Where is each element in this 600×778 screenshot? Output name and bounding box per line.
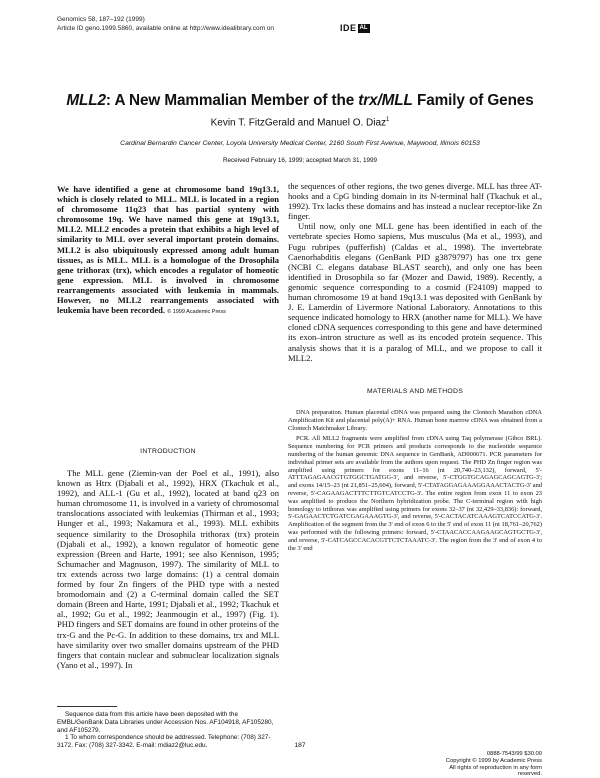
- methods-heading: MATERIALS AND METHODS: [366, 388, 464, 395]
- journal-header: [57, 15, 274, 33]
- copyright-rights: All rights of reproduction in any form reserved.: [449, 764, 542, 778]
- authors: [0, 117, 600, 128]
- author-footnote-mark: 1: [386, 117, 390, 123]
- intro-paragraph: The MLL gene (Ziemin-van der Poel et al., 1991), also known as Htrx (Djabali et al., 1992), HRX (Tkachuk et al., 1992), and ALL-1 (Gu et al., 1992), located at band q23 on human chromosome 11, is involved in a variety of chromosomal translocations associated with leukemias (Thirman et al., 1993; Hunger et al., 1993; Nakamura et al., 1993). MLL exhibits sequence similarity to the Drosophila trithorax (trx) protein (Djabali et al., 1992), a known regulator of homeotic gene expression (Breen and Harte, 1991; see also Kennison, 1995; Schumacher and Magnuson, 1997). The similarity of MLL to trx extends across two large domains: (1) a central domain formed by four Zn fingers of the PHD type with a nested bromodomain and (2) a C-terminal domain called the SET domain (Breen and Harte, 1991; Djabali et al., 1992; Tkachuk et al., 1992; Gu et al., 1992; Jeanmougin et al., 1997) (Fig. 1). PHD fingers and SET domains are found in other proteins of the trx-G and the Pc-G. In addition to these domains, trx and MLL have similarity over two smaller domains upstream of the PHD fingers that contain nuclear and subnuclear localization signals (Yano et al., 1997). In: [57, 468, 279, 670]
- right-column-text: [288, 181, 542, 363]
- abstract: [57, 184, 279, 317]
- ideal-logo[interactable]: [340, 23, 372, 33]
- copyright-block: [430, 751, 542, 778]
- right-paragraph-2: Until now, only one MLL gene has been identified in each of the vertebrate species Homo sapiens, Mus musculus (Ma et al., 1993), and Fugu rubripes (pufferfish) (Caldas et al., 1998). The invertebrate Caenorhabditis elegans (GenBank PID g3879797) has one trx gene (NCBI C. elegans database BLAST search), and only one has been identified in Drosophila so far (Mozer and Dawid, 1989). Recently, a genomic sequence corresponding to a cosmid (F24109) mapped to human chromosome 19 at band 19q13.1 was deposited with GenBank by J. E. Lamerdin of Livermore National Laboratory. Annotations to this sequence indicated homology to HRX (another name for MLL). We have cloned cDNA sequences corresponding to this gene and have determined its exon–intron structure as well as its encoded protein sequence. This analysis shows that it is a paralog of MLL, and we propose to call it MLL2.: [288, 221, 542, 363]
- article-title: [0, 92, 600, 110]
- abstract-copyright: © 1999 Academic Press: [167, 309, 226, 316]
- title-middle: : A New Mammalian Member of the: [105, 92, 359, 109]
- received-dates: Received February 16, 1999; accepted March 31, 1999: [222, 157, 378, 164]
- copyright-price: 0888-7543/99 $30.00: [486, 751, 542, 757]
- introduction-text: [57, 468, 279, 670]
- introduction-heading: INTRODUCTION: [140, 448, 196, 455]
- logo-word: IDE: [340, 23, 357, 33]
- affiliation: Cardinal Bernardin Cancer Center, Loyola University Medical Center, 2160 South First Avenue, Maywood, Illinois 60153: [120, 140, 480, 147]
- footnote-correspondence: 1 To whom correspondence should be addressed. Telephone: (708) 327-3172. Fax: (708) 327-3342. E-mail: mdiaz2@luc.edu.: [57, 734, 271, 750]
- footnote-rule: [57, 706, 117, 707]
- right-paragraph-1: the sequences of other regions, the two genes diverge. MLL has three AT-hooks and a CpG binding domain in its N-terminal half (Tkachuk et al., 1992). Trx lacks these domains and has instead a nuclear receptor-like Zn finger.: [288, 181, 542, 222]
- page-number: 187: [294, 742, 306, 749]
- methods-text: [288, 409, 542, 555]
- author-names: Kevin T. FitzGerald and Manuel O. Diaz: [210, 117, 387, 129]
- journal-citation: Genomics 58, 187–192 (1999): [57, 16, 145, 23]
- logo-box: AL: [359, 24, 368, 31]
- title-family: trx/MLL: [358, 92, 413, 109]
- methods-dna-preparation: DNA preparation. Human placental cDNA was prepared using the Clontech Marathon cDNA Amplification Kit and placental poly(A)+ RNA. Human bone marrow cDNA was obtained from a Clontech Matchmaker Library.: [288, 409, 542, 432]
- abstract-text: We have identified a gene at chromosome band 19q13.1, which is closely related to MLL. MLL is located in a region of chromosome 11q23 that has partial synteny with chromosome 19q. We have named this gene at 19q13.1, MLL2. MLL2 encodes a protein that exhibits a high level of similarity to MLL over several important protein domains. MLL2 is also ubiquitously expressed among adult human tissues, as is MLL. MLL is a homologue of the Drosophila gene trithorax (trx), which encodes a regulator of homeotic gene expression. MLL is involved in chromosome rearrangements associated with leukemia in mammals. However, no MLL2 rearrangements associated with leukemia have been recorded.: [57, 184, 279, 316]
- title-end: Family of Genes: [412, 92, 534, 109]
- footnote-accession: Sequence data from this article have been deposited with the EMBL/GenBank Data Libraries under Accession Nos. AF104918, AF105280, and AF105279.: [57, 711, 274, 734]
- article-id[interactable]: Article ID geno.1999.5860, available online at http://www.idealibrary.com on: [57, 25, 275, 32]
- copyright-notice: Copyright © 1999 by Academic Press: [445, 757, 542, 764]
- methods-pcr: PCR. All MLL2 fragments were amplified from cDNA using Taq polymerase (Gibco BRL). Sequence numbering for PCR primers and products corresponds to the nucleotide sequence numbering of the human genomic DNA sequence in GenBank, AD000671. PCR parameters for individual primer sets are available from the authors upon request. The PHD Zn finger region was amplified using primers for exons 11–16 (nt 20,740–23,132), forward, 5'-ATTTAGAGAACGTGTGGCTGATGG-3', and reverse, 5'-CTGGTGCAGAGCAGCAGTG-3'; and exons 14/15–23 (nt 21,851–25,604), forward, 5'-CTATAGGAGAAAGGAAACTACTG-3' and reverse, 5'-CAGAAGACTTTCTTGTCATCCTG-3'. The entire region from exon 11 to exon 23 was amplified to produce the Northern hybridization probe. The C-terminal region with high homology to trithorax was amplified using primers for exons 32–37 (nt 32,429–33,836): forward, 5'-GAGAACTCTGATCGAGAAAGTG-3', and reverse, 5'-CACTACATCAAAGTCATCCATG-3'. Amplification of the segment from the 3' end of exon 6 to the 5' end of exon 11 (nt 18,761–20,762) was performed with the following primers: forward, 5'-CTAACACCAAGAAGCAGTGCTG-3', and reverse, 5'-CATCAGCCACACGTTCTCTAAATC-3'. The region from the 3' end of exon 4 to the 3' end: [288, 435, 542, 552]
- title-gene: MLL2: [66, 92, 106, 109]
